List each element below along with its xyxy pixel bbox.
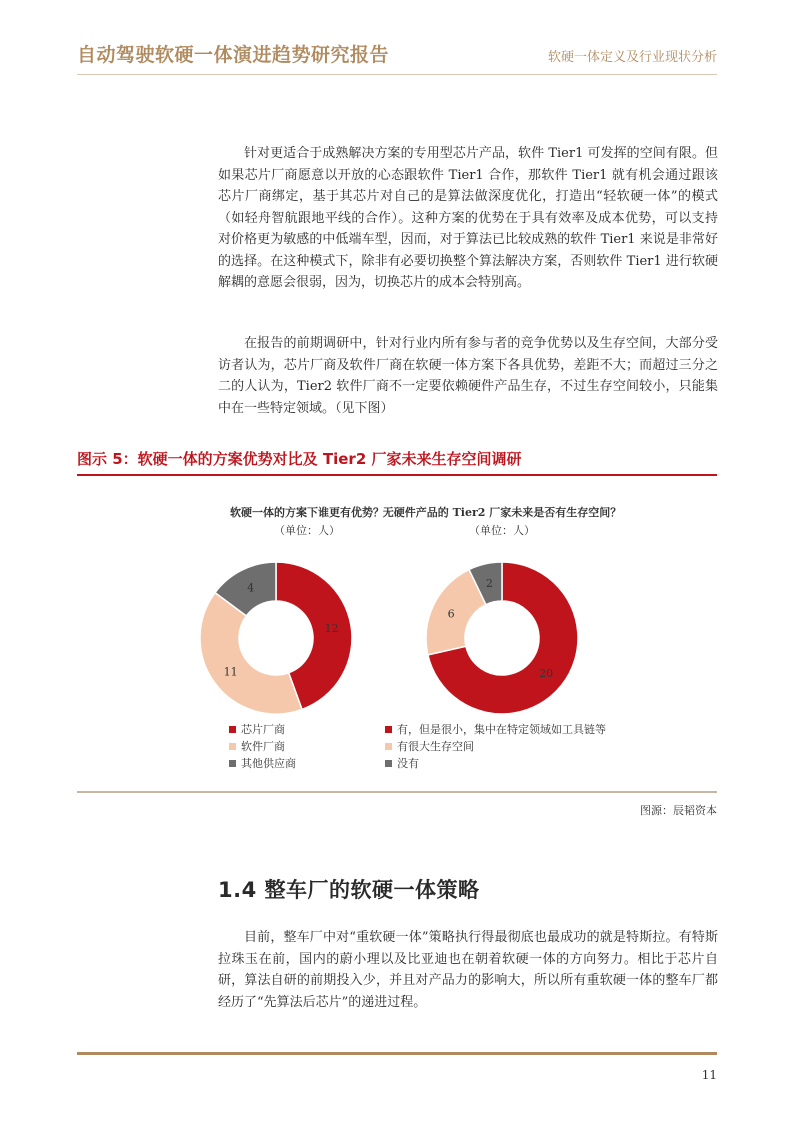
legend-item [385, 721, 606, 738]
donut-value-label: 4 [247, 581, 255, 595]
footer-divider [77, 1052, 717, 1055]
donut-value-label: 11 [223, 665, 238, 679]
chart-1-legend [229, 721, 296, 772]
figure-title: 图示 5：软硬一体的方案优势对比及 Tier2 厂家未来生存空间调研 [77, 450, 522, 468]
legend-label: 有，但是很小，集中在特定领域如工具链等 [397, 723, 606, 736]
donut-value-label: 20 [539, 667, 554, 681]
legend-item [229, 721, 296, 738]
donut-value-label: 6 [447, 607, 455, 621]
chart-2-unit: （单位：人） [469, 524, 535, 537]
report-title: 自动驾驶软硬一体演进趋势研究报告 [77, 44, 390, 66]
header-divider [77, 74, 717, 75]
page-number: 11 [701, 1068, 717, 1082]
legend-item [385, 738, 606, 755]
legend-swatch [385, 743, 392, 750]
paragraph-1: 针对更适合于成熟解决方案的专用型芯片产品，软件 Tier1 可发挥的空间有限。但如果芯片厂商愿意以开放的心态跟软件 Tier1 合作，那软件 Tier1 就有机会通过跟该芯片厂商绑定，基于其芯片对自己的是算法做深度优化，打造出“轻软硬一体”的模式（如轻舟智航跟地平线的合作）。这种方案的优势在于具有效率及成本优势，可以支持对价格更为敏感的中低端车型，因而，对于算法已比较成熟的软件 Tier1 来说是非常好的选择。在这种模式下，除非有必要切换整个算法解决方案，否则软件 Tier1 进行软硬解耦的意愿会很弱，因为，切换芯片的成本会特别高。 [218, 146, 718, 290]
figure-bottom-rule [77, 791, 717, 793]
chart-2-title: 无硬件产品的 Tier2 厂家未来是否有生存空间？ [382, 506, 622, 519]
legend-label: 其他供应商 [241, 757, 296, 770]
figure-area [77, 476, 717, 790]
paragraph-3: 目前，整车厂中对“重软硬一体”策略执行得最彻底也最成功的就是特斯拉。有特斯拉珠玉在前，国内的蔚小理以及比亚迪也在朝着软硬一体的方向努力。相比于芯片自研，算法自研的前期投入少，并且对产品力的影响大，所以所有重软硬一体的整车厂都经历了“先算法后芯片”的递进过程。 [218, 930, 718, 1010]
legend-swatch [229, 726, 236, 733]
chart-1-title: 软硬一体的方案下谁更有优势？ [230, 506, 384, 519]
section-header: 软硬一体定义及行业现状分析 [547, 50, 717, 65]
legend-item [385, 755, 606, 772]
legend-item [229, 738, 296, 755]
legend-label: 没有 [397, 757, 419, 770]
chart-1-unit: （单位：人） [274, 524, 340, 537]
legend-swatch [229, 760, 236, 767]
legend-swatch [385, 726, 392, 733]
chart-1-donut [191, 553, 361, 723]
legend-item [229, 755, 296, 772]
legend-label: 软件厂商 [241, 740, 285, 753]
donut-value-label: 12 [324, 622, 339, 636]
section-title: 1.4 整车厂的软硬一体策略 [218, 878, 480, 902]
chart-2-legend [385, 721, 606, 772]
chart-2-donut [417, 553, 587, 723]
donut-value-label: 2 [485, 576, 493, 590]
legend-swatch [385, 760, 392, 767]
legend-label: 有很大生存空间 [397, 740, 474, 753]
legend-swatch [229, 743, 236, 750]
legend-label: 芯片厂商 [241, 723, 285, 736]
paragraph-2: 在报告的前期调研中，针对行业内所有参与者的竞争优势以及生存空间，大部分受访者认为，芯片厂商及软件厂商在软硬一体方案下各具优势，差距不大；而超过三分之二的人认为，Tier2 软件厂商不一定要依赖硬件产品生存，不过生存空间较小，只能集中在一些特定领域。（见下图） [218, 336, 718, 416]
figure-source: 图源：辰韬资本 [640, 804, 717, 817]
